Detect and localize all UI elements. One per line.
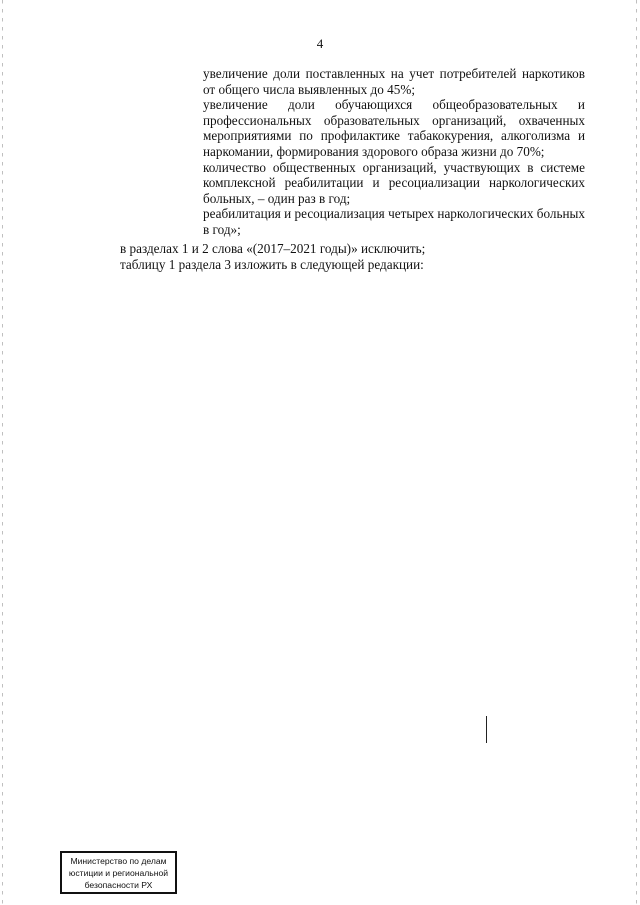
indented-text-block xyxy=(203,66,585,238)
paragraph-sections-exclusion: в разделах 1 и 2 слова «(2017–2021 годы)» исключить; xyxy=(120,241,426,256)
text-cursor-mark xyxy=(486,716,487,743)
page-number: 4 xyxy=(316,36,324,51)
stamp-line-2: юстиции и региональной xyxy=(68,868,169,878)
scan-edge-left xyxy=(2,0,3,905)
paragraph-table-revision: таблицу 1 раздела 3 изложить в следующей редакции: xyxy=(120,256,424,272)
paragraph-rehabilitation: реабилитация и ресоциализация четырех наркологических больных в год»; xyxy=(203,206,585,237)
ministry-stamp xyxy=(60,851,177,894)
stamp-line-3: безопасности РХ xyxy=(84,880,153,890)
scan-edge-right xyxy=(636,0,637,905)
paragraph-drug-users-registration: увеличение доли поставленных на учет потребителей наркотиков от общего числа выявленных до 45%; xyxy=(203,66,585,97)
paragraph-students-prevention: увеличение доли обучающихся общеобразовательных и профессиональных образовательных организаций, охваченных мероприятиями по профилактике табакокурения, алкоголизма и наркомании, формирования здорового образа жизни до 70%; xyxy=(203,97,585,159)
paragraph-public-organizations: количество общественных организаций, участвующих в системе комплексной реабилитации и ресоциализации наркологических больных, – один раз в год; xyxy=(203,159,585,206)
main-text-block xyxy=(120,241,590,272)
stamp-line-1: Министерство по делам xyxy=(70,856,167,866)
